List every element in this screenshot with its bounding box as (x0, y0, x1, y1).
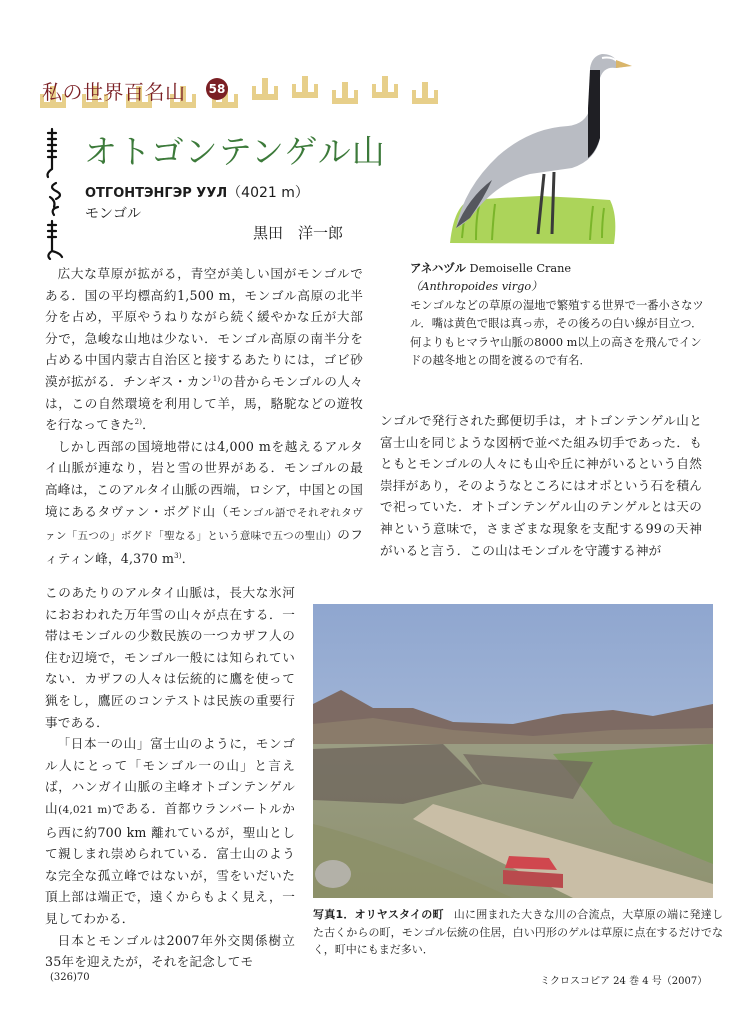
body-column-left-bottom (45, 582, 295, 973)
body-column-left-top (45, 263, 363, 569)
bird-caption (410, 260, 705, 370)
body-column-right (380, 410, 702, 561)
elevation: （4021 m） (227, 185, 309, 201)
page-number: (326)70 (50, 972, 90, 983)
author-name: 黒田 洋一郎 (253, 224, 344, 242)
bird-name-ja: アネハヅル (410, 262, 466, 275)
bird-description: モンゴルなどの草原の湿地で繁殖する世界で一番小さなツル．嘴は黄色で眼は真っ赤，その後ろの白い線が目立つ．何よりもヒマラヤ山脈の8000 m以上の高さを飛んでインドの越冬地との間を渡るので有名． (410, 298, 704, 368)
photo-caption-label: 写真1．オリヤスタイの町 (313, 908, 444, 921)
series-title: 私の世界百名山 (42, 80, 186, 104)
series-number-badge: 58 (206, 78, 228, 100)
paragraph: このあたりのアルタイ山脈は，長大な氷河におおわれた万年雪の山々が点在する．一帯はモンゴルの少数民族の一つカザフ人の住む辺境で，モンゴル一般には知られていない．カザフの人々は伝統的に鷹を使って猟をし，鷹匠のコンテストは民族の重要行事である． (45, 585, 295, 730)
photo-uliastai-town (313, 604, 713, 898)
paragraph: 広大な草原が拡がる，青空が美しい国がモンゴルである．国の平均標高約1,500 m，モンゴル高原の北半分を占め，平原やうねりながら続く緩やかな丘が大部分で，急峻な山地は少ない．モンゴル高原の南半分を占める中国内蒙古自治区と接するあたりには，ゴビ砂漠が拡がる．チンギス・カン$^{1)}$の昔からモンゴルの人々は，この自然環境を利用して羊，馬，駱駝などの遊牧を行なってきた$^{2)}$． (45, 266, 364, 433)
country-subtitle: モンゴル (85, 206, 141, 222)
mongolian-name-subtitle (85, 182, 309, 202)
cyrillic-name: ОТГОНТЭНГЭР УУЛ (85, 186, 228, 201)
mountain-ornament-icon (410, 80, 440, 106)
mountain-ornament-icon (330, 80, 360, 106)
photo-caption (313, 906, 723, 959)
bird-caption-title (410, 260, 705, 278)
journal-citation: ミクロスコピア 24 巻 4 号（2007） (540, 976, 708, 987)
paragraph: しかし西部の国境地帯には4,000 mを越えるアルタイ山脈が連なり，岩と雪の世界がある．モンゴルの最高峰は，このアルタイ山脈の西端，ロシア，中国との国境にあるタヴァン・ボグド山（モンゴル語でそれぞれタヴァン「五つの」ボグド「聖なる」という意味で五つの聖山）のフィティン峰，4,370 $m^{3)}$． (45, 438, 363, 566)
bird-name-latin: （Anthropoides virgo） (410, 280, 543, 294)
mountain-ornament-icon (290, 74, 320, 100)
demoiselle-crane-illustration (440, 48, 640, 248)
photo-caption-text: 山に囲まれた大きな川の合流点，大草原の端に発達した古くからの町，モンゴル伝統の住居，白い円形のゲルは草原に点在するだけでなく，町中にもまだ多い． (313, 908, 724, 956)
mountain-ornament-icon (370, 74, 400, 100)
mongolian-script-icon (42, 125, 68, 260)
bird-name-en: Demoiselle Crane (469, 262, 572, 275)
article-title: オトゴンテンゲル山 (84, 132, 386, 171)
paragraph: 日本とモンゴルは2007年外交関係樹立35年を迎えたが，それを記念してモ (45, 932, 295, 970)
paragraph: ンゴルで発行された郵便切手は，オトゴンテンゲル山と富士山を同じような図柄で並べた組み切手であった．もともとモンゴルの人々にも山や丘に神がいるという自然崇拝があり，そのようなところにはオボという石を積んで祀っていた．オトゴンテンゲル山のテンゲルとは天の神という意味で，さまざまな現象を支配する99の天神がいると言う．この山はモンゴルを守護する神が (380, 413, 702, 558)
mountain-ornament-icon (250, 76, 280, 102)
paragraph: 「日本一の山」富士山のように，モンゴル人にとって「モンゴル一の山」と言えば，ハンガイ山脈の主峰オトゴンテンゲル山(4,021 m)である．首都ウランバートルから西に約700 km 離れているが，聖山として親しまれ崇められている．富士山のような完全な孤立峰ではないが，雪をいだいた頂上部は端正で，遠くからもよく見え，一見してわかる． (45, 736, 295, 926)
